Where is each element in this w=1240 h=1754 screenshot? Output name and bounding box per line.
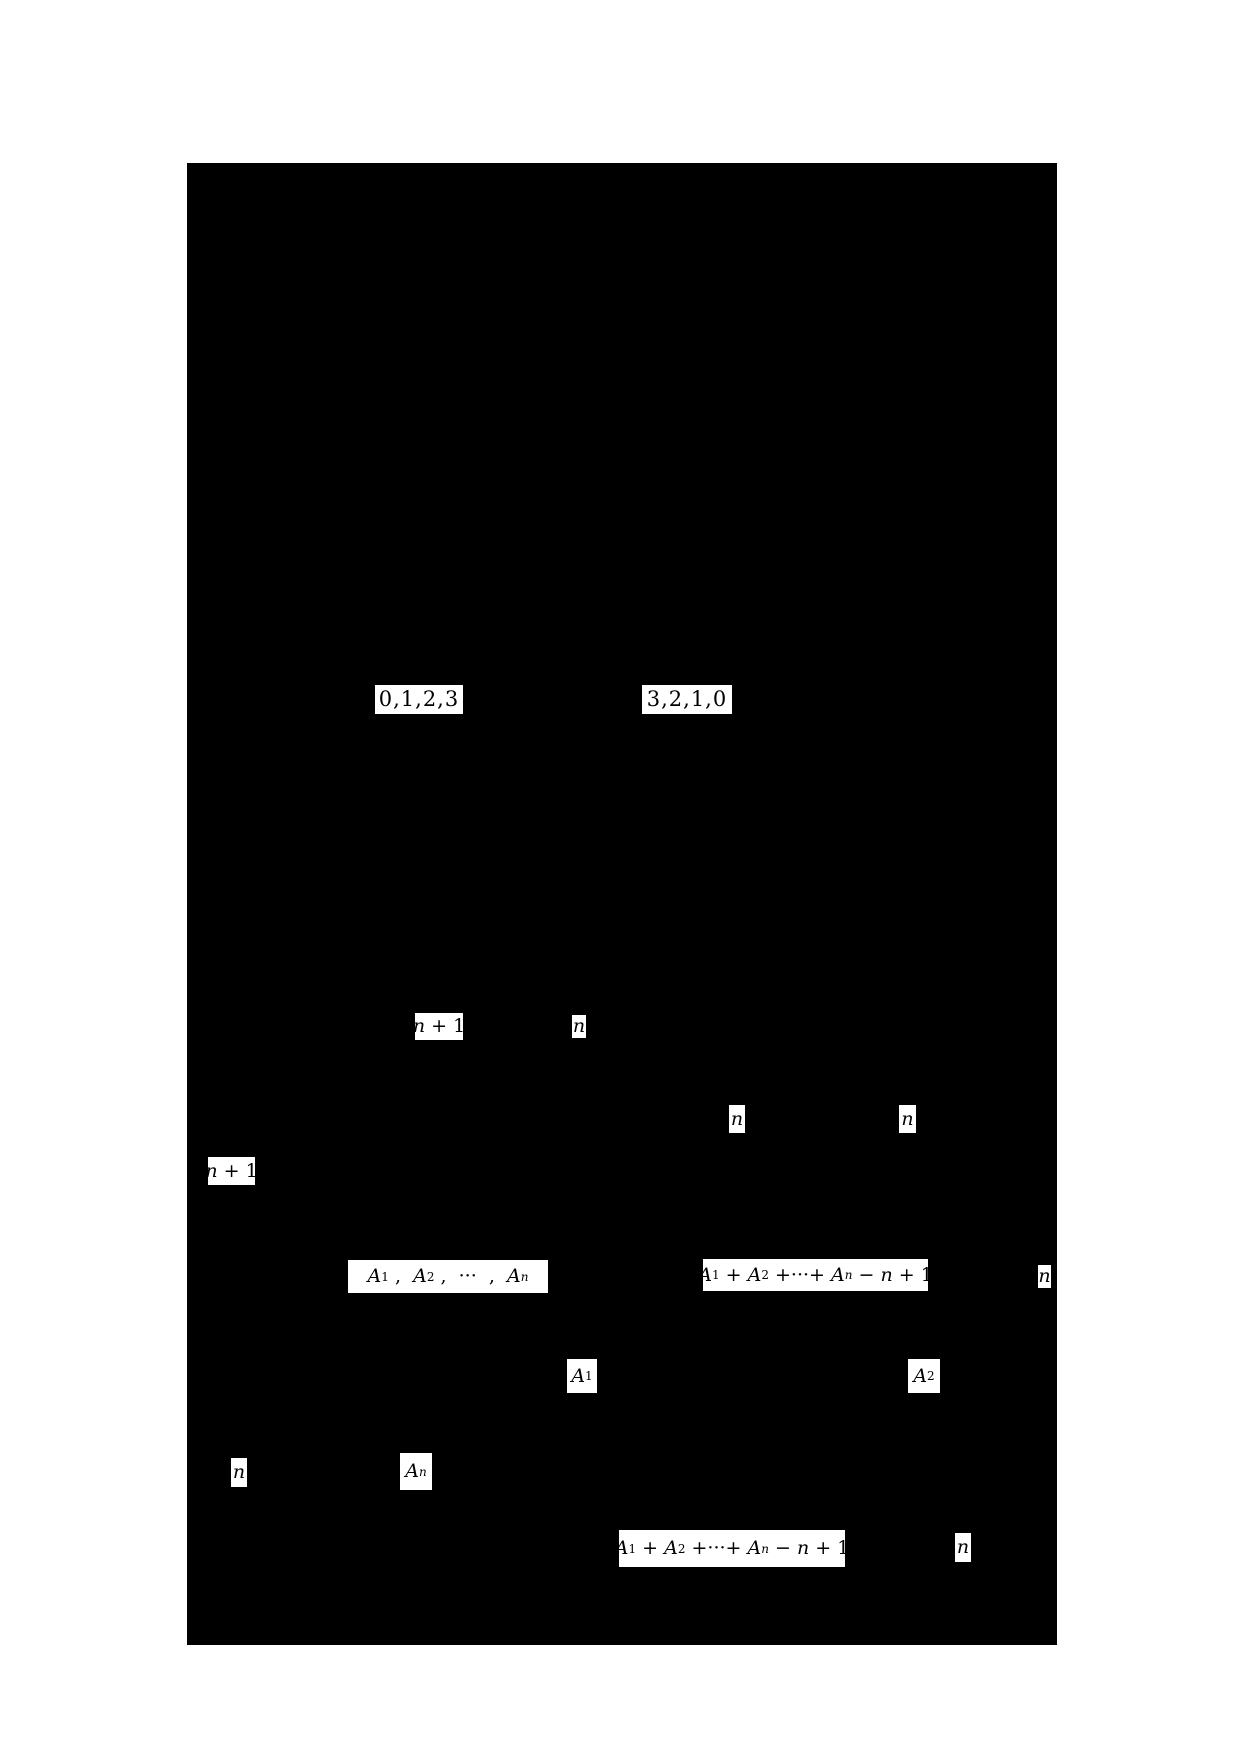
formula-sum-a1-to-an-second: A 1 + A 2 +···+ A n − n + 1 <box>619 1530 845 1567</box>
formula-n-fourth: n <box>1038 1265 1051 1287</box>
formula-n-sixth: n <box>955 1533 971 1562</box>
document-page <box>187 163 1057 1645</box>
formula-sequence-a1-a2-to-an: A 1 , A 2 , ··· , A n <box>348 1260 548 1293</box>
formula-sequence-3210: 3,2,1,0 <box>642 685 732 714</box>
formula-n-second: n <box>729 1105 745 1133</box>
formula-a1: A 1 <box>567 1359 597 1393</box>
formula-n-third: n <box>899 1105 916 1133</box>
formula-sequence-0123: 0,1,2,3 <box>375 685 463 714</box>
formula-sum-a1-to-an-first: A 1 + A 2 +···+ A n − n + 1 <box>703 1259 928 1291</box>
formula-n-first: n <box>572 1015 586 1037</box>
formula-n-fifth: n <box>231 1458 247 1487</box>
formula-n-plus-1-first: n + 1 <box>415 1013 463 1040</box>
formula-n-plus-1-second: n + 1 <box>208 1157 255 1185</box>
formula-an: A n <box>400 1453 432 1490</box>
formula-a2: A 2 <box>908 1359 940 1393</box>
